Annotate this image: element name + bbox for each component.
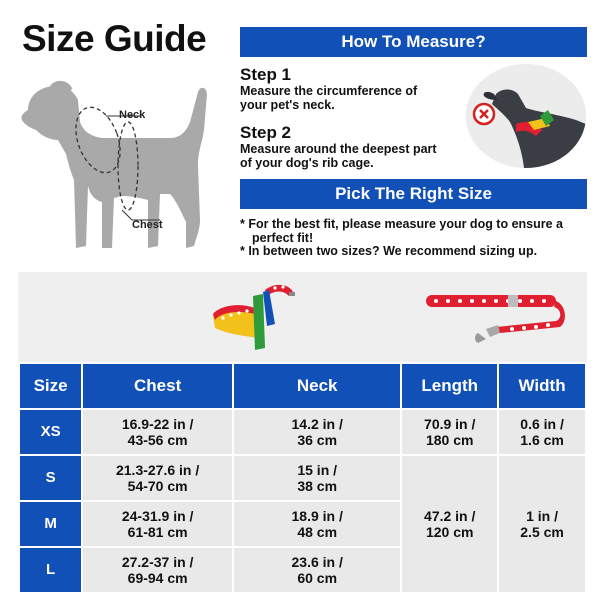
chest-label: Chest [132, 219, 163, 231]
size-cell: M [20, 502, 81, 546]
dog-wearing-harness-photo [466, 64, 586, 168]
chest-cell: 24-31.9 in / 61-81 cm [83, 502, 232, 546]
chest-cell: 27.2-37 in / 69-94 cm [83, 548, 232, 592]
step2-title: Step 2 [240, 123, 292, 142]
header-width: Width [499, 364, 585, 408]
neck-cell: 15 in / 38 cm [234, 456, 400, 500]
dog-measurement-illustration [10, 70, 230, 265]
fit-note: * For the best fit, please measure your dog to ensure a perfect fit! [240, 217, 563, 245]
header-chest: Chest [83, 364, 232, 408]
step2-text: Measure around the deepest part of your dog's rib cage. [240, 142, 437, 170]
length-cell: 70.9 in / 180 cm [402, 410, 497, 454]
table-row [20, 410, 585, 454]
sizing-up-note: * In between two sizes? We recommend sizing up. [240, 244, 538, 258]
pick-right-size-heading: Pick The Right Size [240, 179, 587, 209]
neck-cell: 23.6 in / 60 cm [234, 548, 400, 592]
length-cell-shared: 47.2 in / 120 cm [402, 456, 497, 592]
step1-text: Measure the circumference of your pet's neck. [240, 84, 418, 112]
size-cell: S [20, 456, 81, 500]
table-row [20, 456, 585, 500]
harness-product-image [205, 278, 310, 358]
chest-cell: 21.3-27.6 in / 54-70 cm [83, 456, 232, 500]
leash-icon [420, 287, 570, 347]
header-neck: Neck [234, 364, 400, 408]
dog-harness-photo-icon [466, 64, 586, 168]
page-title: Size Guide [22, 18, 207, 59]
header-length: Length [402, 364, 497, 408]
size-cell: L [20, 548, 81, 592]
neck-label: Neck [119, 109, 146, 121]
dog-silhouette-icon [10, 70, 230, 265]
size-cell: XS [20, 410, 81, 454]
neck-cell: 18.9 in / 48 cm [234, 502, 400, 546]
harness-icon [205, 278, 310, 358]
width-cell: 0.6 in / 1.6 cm [499, 410, 585, 454]
chest-cell: 16.9-22 in / 43-56 cm [83, 410, 232, 454]
header-size: Size [20, 364, 81, 408]
leash-product-image [420, 287, 570, 347]
size-table [18, 362, 587, 594]
step1-title: Step 1 [240, 65, 292, 84]
table-header-row [20, 364, 585, 408]
how-to-measure-heading: How To Measure? [240, 27, 587, 57]
width-cell-shared: 1 in / 2.5 cm [499, 456, 585, 592]
neck-cell: 14.2 in / 36 cm [234, 410, 400, 454]
